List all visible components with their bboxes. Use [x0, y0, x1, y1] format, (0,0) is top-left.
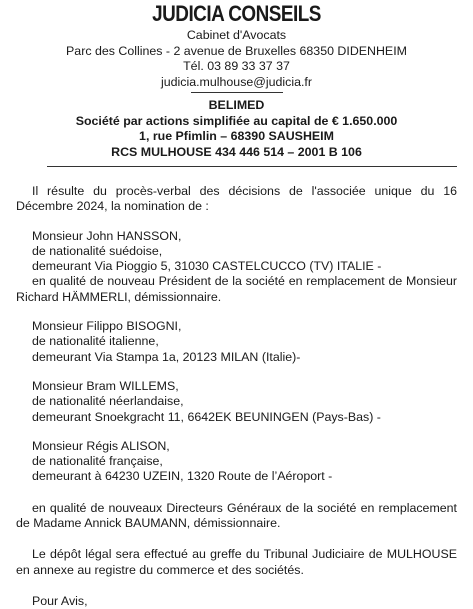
company-address: 1, rue Pfimlin – 68390 SAUSHEIM — [139, 129, 334, 143]
firm-subtitle: Cabinet d'Avocats — [186, 28, 287, 42]
intro-paragraph: Il résulte du procès-verbal des décisions de l'associée unique du 16 Décembre 2024, la nomination de : — [16, 184, 457, 214]
company-name: BELIMED — [208, 98, 265, 112]
person-address: demeurant Via Pioggio 5, 31030 CASTELCUCCO (TV) ITALIE - — [32, 259, 382, 274]
person-nationality: de nationalité italienne, — [32, 334, 159, 349]
closing-line: Pour Avis, — [32, 593, 88, 608]
person-name: Monsieur Régis ALISON, — [32, 438, 170, 453]
president-role: en qualité de nouveau Président de la société en remplacement de Monsieur Richard HÄMMERLI, démissionnaire. — [16, 274, 457, 304]
person-block — [16, 229, 457, 305]
filing-paragraph: Le dépôt légal sera effectué au greffe du Tribunal Judiciaire de MULHOUSE en annexe au registre du commerce et des sociétés. — [16, 547, 457, 577]
company-form: Société par actions simplifiée au capital de € 1.650.000 — [75, 113, 398, 128]
person-name: Monsieur John HANSSON, — [32, 228, 182, 243]
person-block — [16, 379, 457, 425]
notice-body — [16, 184, 457, 609]
person-nationality: de nationalité néerlandaise, — [32, 394, 184, 409]
person-name: Monsieur Bram WILLEMS, — [32, 378, 179, 393]
company-rcs: RCS MULHOUSE 434 446 514 – 2001 B 106 — [111, 144, 362, 159]
directors-role-paragraph: en qualité de nouveaux Directeurs Généraux de la société en remplacement de Madame Annick BAUMANN, démissionnaire. — [16, 500, 457, 531]
person-address: demeurant à 64230 UZEIN, 1320 Route de l’Aéroport - — [32, 469, 333, 484]
header-divider — [191, 92, 283, 93]
person-address: demeurant Via Stampa 1a, 20123 MILAN (Italie)- — [32, 349, 301, 364]
company-divider — [47, 166, 457, 167]
person-nationality: de nationalité française, — [32, 454, 163, 469]
person-address: demeurant Snoekgracht 11, 6642EK BEUNINGEN (Pays-Bas) - — [32, 409, 381, 424]
person-nationality: de nationalité suédoise, — [32, 243, 163, 258]
person-block — [16, 439, 457, 485]
firm-email: judicia.mulhouse@judicia.fr — [160, 74, 312, 89]
firm-name: JUDICIA CONSEILS — [152, 1, 321, 26]
company-block — [16, 98, 457, 160]
law-firm-header — [16, 0, 457, 93]
firm-phone: Tél. 03 89 33 37 37 — [183, 59, 290, 73]
person-block — [16, 319, 457, 365]
person-name: Monsieur Filippo BISOGNI, — [32, 319, 182, 334]
firm-address: Parc des Collines - 2 avenue de Bruxelles 68350 DIDENHEIM — [66, 43, 407, 58]
